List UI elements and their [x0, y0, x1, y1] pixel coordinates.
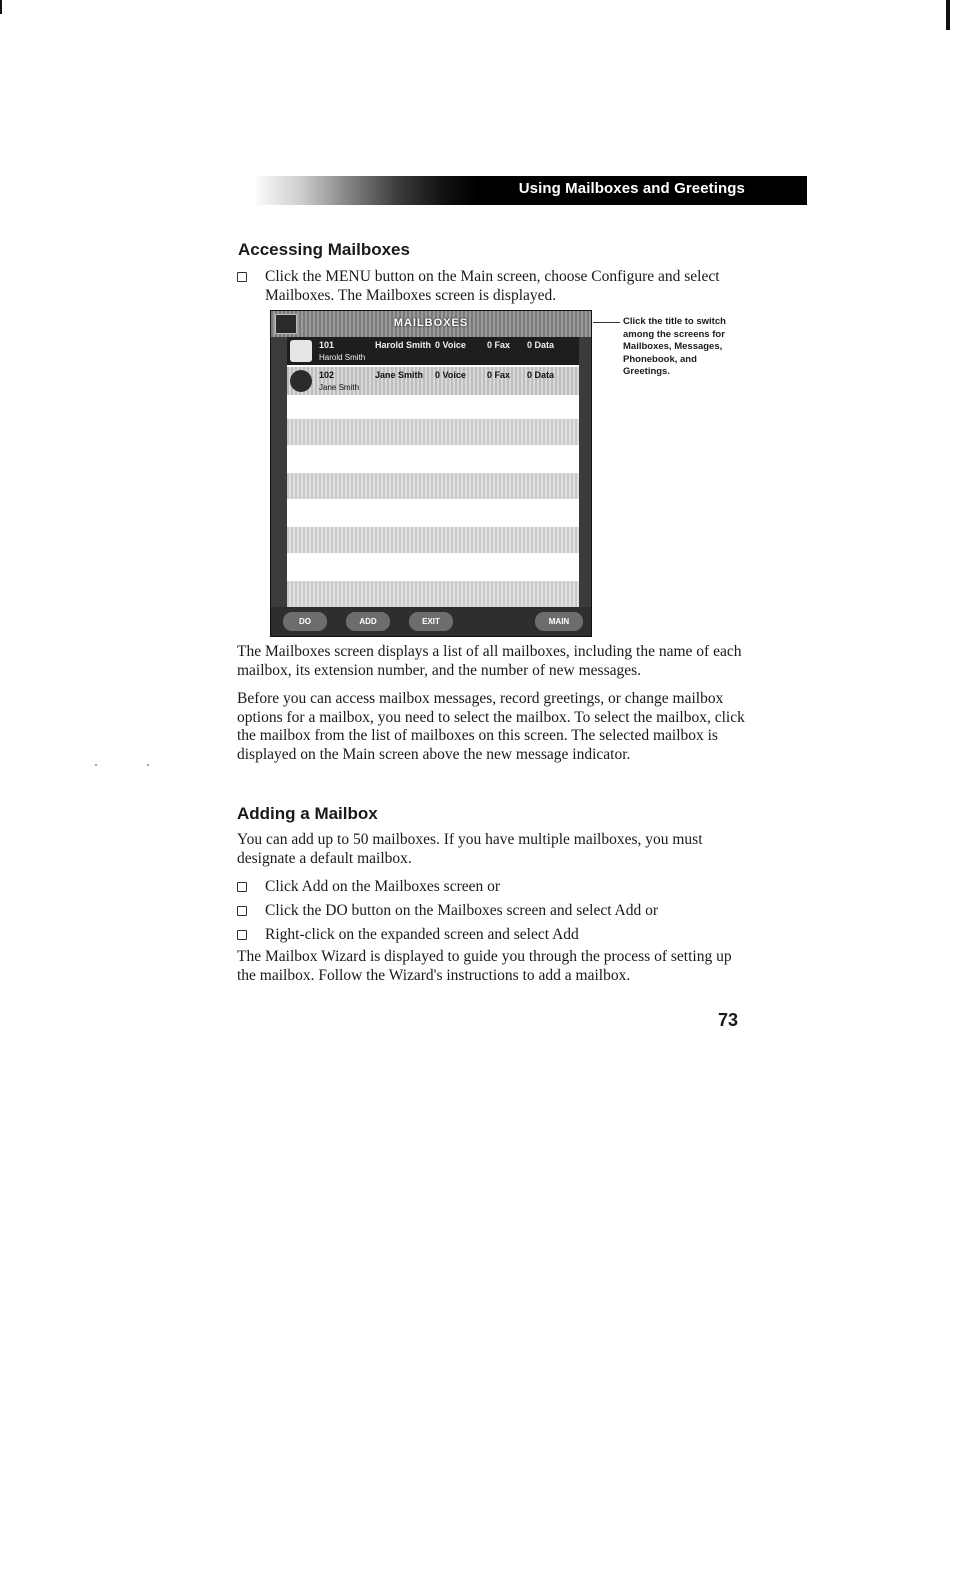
body-paragraph: You can add up to 50 mailboxes. If you have multiple mailboxes, you must designate a default mailbox.	[237, 831, 703, 867]
list-item-text: Click the DO button on the Mailboxes screen and select Add or	[265, 902, 659, 919]
callout-text: Click the title to switch among the screens for Mailboxes, Messages, Phonebook, and Greetings.	[623, 316, 726, 377]
callout-leader-line	[593, 322, 620, 323]
empty-row	[287, 473, 579, 499]
list-item	[237, 878, 757, 898]
list-item-text: Click Add on the Mailboxes screen or	[265, 878, 501, 895]
chapter-header-title: Using Mailboxes and Greetings	[518, 180, 745, 197]
list-item	[237, 902, 757, 922]
list-item-text: Right-click on the expanded screen and select Add	[265, 926, 579, 943]
checkbox-bullet-icon	[237, 272, 247, 282]
scan-speck	[95, 764, 97, 766]
page-number: 73	[718, 1010, 739, 1030]
screenshot-title-bar	[271, 311, 591, 337]
row-data: 0 Data	[527, 370, 555, 380]
add-button[interactable]: ADD	[346, 612, 390, 631]
screenshot-title: MAILBOXES	[393, 317, 469, 329]
list-item-text: Click the MENU button on the Main screen, choose Configure and select Mailboxes. The Mailboxes screen is displayed.	[265, 268, 720, 304]
checkbox-bullet-icon	[237, 882, 247, 892]
body-paragraph: The Mailboxes screen displays a list of all mailboxes, including the name of each mailbox, its extension number, and the number of new messages.	[237, 643, 742, 679]
empty-row	[287, 527, 579, 553]
mailbox-list	[287, 337, 579, 607]
row-subname: Jane Smith	[319, 383, 360, 392]
section-heading-accessing-mailboxes: Accessing Mailboxes	[238, 240, 410, 259]
empty-row	[287, 581, 579, 607]
mailboxes-screenshot	[270, 310, 592, 637]
table-row	[287, 367, 579, 395]
scan-edge-mark-right	[946, 0, 950, 30]
empty-row	[287, 419, 579, 445]
body-paragraph: Before you can access mailbox messages, record greetings, or change mailbox options for a mailbox, you need to select the mailbox. To select the mailbox, click the mailbox from the list of mailboxes on this screen. The selected mailbox is displayed on the Main screen above the new message indicator.	[237, 690, 745, 763]
row-extension: 101	[319, 340, 335, 350]
row-subname: Harold Smith	[319, 353, 366, 362]
row-extension: 102	[319, 370, 335, 380]
mailbox-icon	[275, 314, 297, 334]
screenshot-button-bar	[271, 607, 591, 636]
checkbox-bullet-icon	[237, 930, 247, 940]
row-fax: 0 Fax	[487, 370, 511, 380]
chapter-header-bar	[256, 176, 807, 205]
do-button[interactable]: DO	[283, 612, 327, 631]
checkbox-bullet-icon	[237, 906, 247, 916]
row-name: Jane Smith	[375, 370, 424, 380]
list-item	[237, 268, 757, 308]
list-item	[237, 926, 757, 946]
row-voice: 0 Voice	[435, 370, 466, 380]
row-name: Harold Smith	[375, 340, 432, 350]
row-data: 0 Data	[527, 340, 555, 350]
scan-speck	[147, 764, 149, 766]
row-voice: 0 Voice	[435, 340, 466, 350]
mailbox-icon	[290, 370, 312, 392]
main-button[interactable]: MAIN	[535, 612, 583, 631]
row-fax: 0 Fax	[487, 340, 511, 350]
section-heading-adding-a-mailbox: Adding a Mailbox	[237, 804, 378, 823]
mailbox-icon	[290, 340, 312, 362]
scan-edge-mark-left	[0, 0, 2, 14]
body-paragraph: The Mailbox Wizard is displayed to guide you through the process of setting up the mailbox. Follow the Wizard's instructions to add a mailbox.	[237, 948, 732, 984]
table-row	[287, 337, 579, 365]
exit-button[interactable]: EXIT	[409, 612, 453, 631]
